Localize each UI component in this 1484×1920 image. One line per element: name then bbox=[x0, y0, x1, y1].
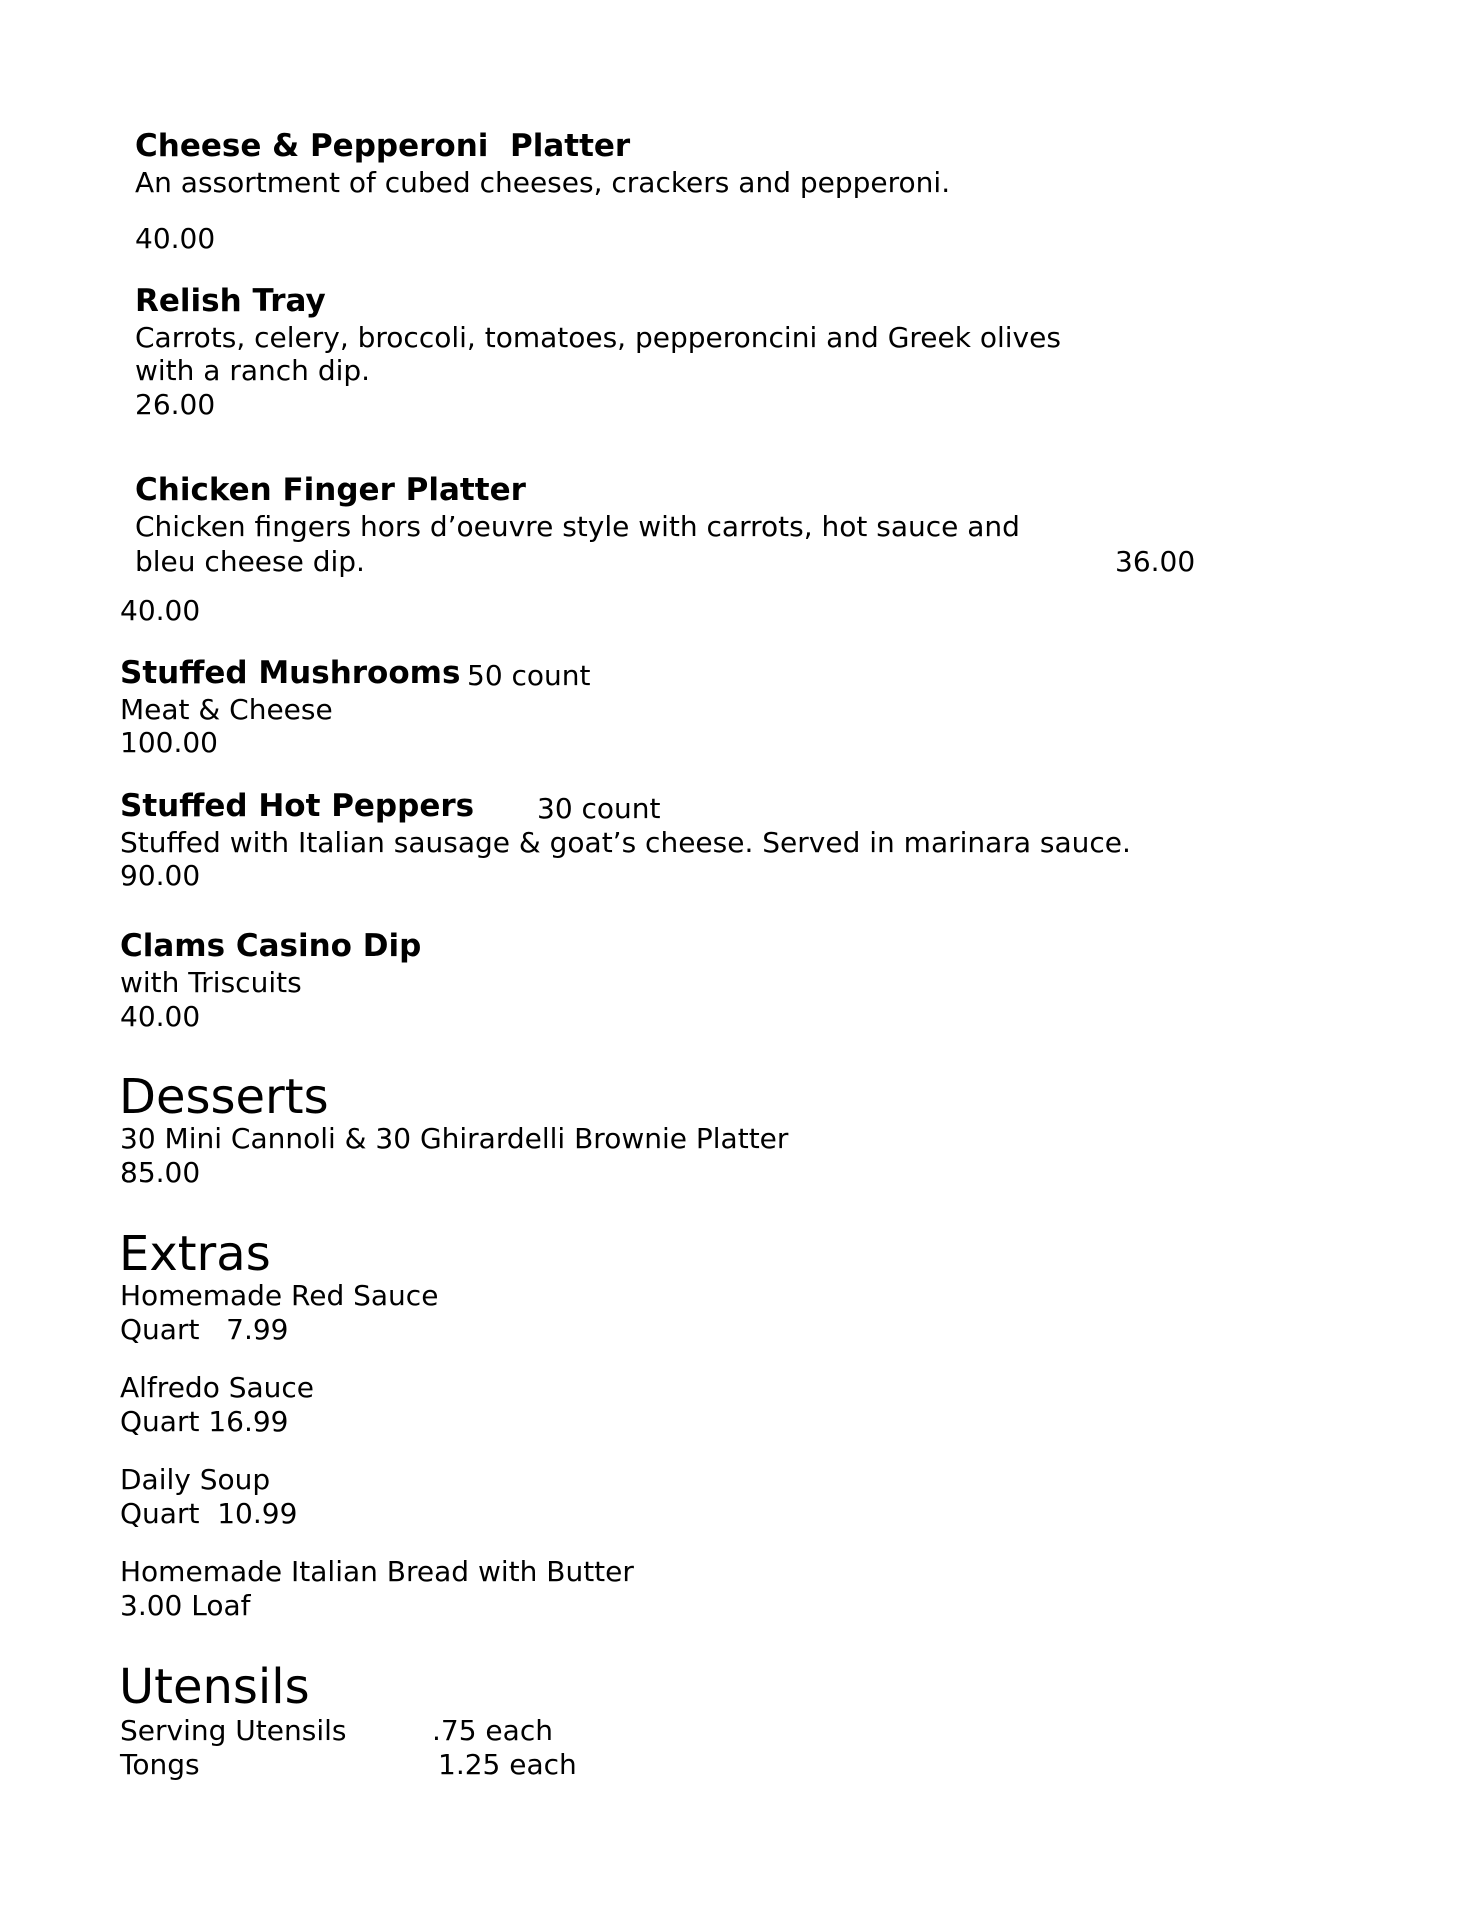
extras-soup-price: Quart 10.99 bbox=[120, 1497, 298, 1530]
stuffed-peppers-title: Stuffed Hot Peppers bbox=[120, 788, 475, 824]
price-40: 40.00 bbox=[120, 594, 201, 627]
relish-tray-price: 26.00 bbox=[135, 388, 216, 421]
utensils-serving-name: Serving Utensils bbox=[120, 1714, 347, 1747]
stuffed-mushrooms-price: 100.00 bbox=[120, 726, 218, 759]
stuffed-peppers-description: Stuffed with Italian sausage & goat’s cheese. Served in marinara sauce. bbox=[120, 826, 1131, 859]
desserts-price: 85.00 bbox=[120, 1156, 201, 1189]
relish-tray-description-line1: Carrots, celery, broccoli, tomatoes, pepperoncini and Greek olives bbox=[135, 321, 1061, 354]
extras-alfredo-name: Alfredo Sauce bbox=[120, 1371, 315, 1404]
chicken-finger-price: 36.00 bbox=[1115, 545, 1196, 578]
relish-tray-description-line2: with a ranch dip. bbox=[135, 354, 371, 387]
clams-casino-title: Clams Casino Dip bbox=[120, 928, 422, 964]
extras-bread-price: 3.00 Loaf bbox=[120, 1589, 251, 1622]
utensils-tongs-name: Tongs bbox=[120, 1748, 200, 1781]
stuffed-peppers-count: 30 count bbox=[537, 792, 661, 825]
desserts-heading: Desserts bbox=[119, 1069, 329, 1125]
chicken-finger-description-line2: bleu cheese dip. bbox=[135, 545, 365, 578]
cheese-platter-title: Cheese & Pepperoni Platter bbox=[135, 128, 631, 164]
clams-casino-description: with Triscuits bbox=[120, 966, 302, 999]
extras-soup-name: Daily Soup bbox=[120, 1463, 271, 1496]
utensils-serving-price: .75 each bbox=[432, 1714, 553, 1747]
clams-casino-price: 40.00 bbox=[120, 1000, 201, 1033]
stuffed-mushrooms-title: Stuffed Mushrooms bbox=[120, 655, 461, 691]
stuffed-mushrooms-description: Meat & Cheese bbox=[120, 693, 333, 726]
cheese-platter-price: 40.00 bbox=[135, 222, 216, 255]
extras-heading: Extras bbox=[119, 1226, 271, 1282]
extras-red-sauce-price: Quart 7.99 bbox=[120, 1313, 289, 1346]
desserts-item: 30 Mini Cannoli & 30 Ghirardelli Brownie Platter bbox=[120, 1122, 789, 1155]
utensils-tongs-price: 1.25 each bbox=[438, 1748, 577, 1781]
chicken-finger-description-line1: Chicken fingers hors d’oeuvre style with carrots, hot sauce and bbox=[135, 510, 1020, 543]
utensils-heading: Utensils bbox=[119, 1659, 310, 1715]
chicken-finger-title: Chicken Finger Platter bbox=[135, 472, 526, 508]
extras-alfredo-price: Quart 16.99 bbox=[120, 1405, 289, 1438]
extras-bread-name: Homemade Italian Bread with Butter bbox=[120, 1555, 634, 1588]
relish-tray-title: Relish Tray bbox=[135, 283, 326, 319]
stuffed-mushrooms-count: 50 count bbox=[467, 659, 591, 692]
cheese-platter-description: An assortment of cubed cheeses, crackers and pepperoni. bbox=[135, 166, 951, 199]
extras-red-sauce-name: Homemade Red Sauce bbox=[120, 1279, 439, 1312]
stuffed-peppers-price: 90.00 bbox=[120, 859, 201, 892]
